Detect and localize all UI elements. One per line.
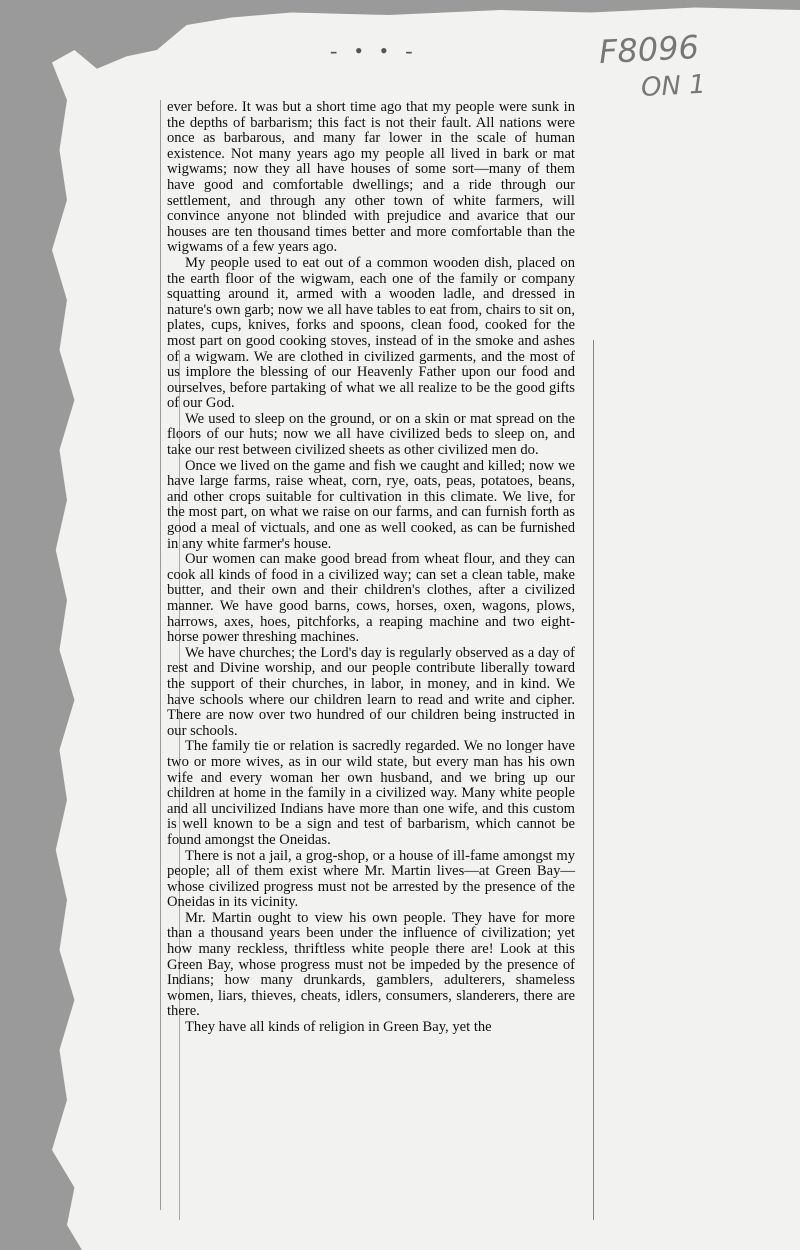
paragraph: The family tie or relation is sacredly regarded. We no longer have two or more wives, as in our wild state, but every man has his own wife and every woman her own husband, and we bring up our children at home in the family in a civilized way. Many white people and all uncivilized Indians have more than one wife, and this custom is well known to be a sign and test of barbarism, which cannot be found amongst the Oneidas. [167,738,575,848]
article-body [167,100,575,1036]
paragraph: Mr. Martin ought to view his own people. They have for more than a thousand years been under the influence of civilization; yet how many reckless, thriftless white people there are! Look at this Green Bay, whose progress must not be impeded by the presence of Indians; how many drunkards, gamblers, adulterers, shameless women, liars, thieves, cheats, idlers, consumers, slanderers, there are there. [167,909,575,1020]
paragraph: Once we lived on the game and fish we caught and killed; now we have large farms, raise wheat, corn, rye, oats, peas, potatoes, beans, and other crops suitable for cultivation in this climate. We live, for the most part, on what we raise on our farms, and can furnish forth as good a meal of victuals, and one as well cooked, as can be furnished in any white farmer's house. [167,457,575,552]
paragraph: We have churches; the Lord's day is regularly observed as a day of rest and Divine worship, and our people contribute liberally toward the support of their churches, in labor, in money, and in kind. We have schools where our children learn to read and write and cipher. There are now over two hundred of our children being instructed in our schools. [167,644,575,739]
handwritten-note: ON 1 [640,69,707,104]
paragraph: Our women can make good bread from wheat flour, and they can cook all kinds of food in a civilized way; can set a clean table, make butter, and their own and their children's clothes, after a civilized manner. We have good barns, cows, horses, oxen, wagons, plows, harrows, axes, hoes, pitchforks, a reaping machine and two eight-horse power threshing machines. [167,551,575,646]
paragraph: There is not a jail, a grog-shop, or a house of ill-fame amongst my people; all of them exist where Mr. Martin lives—at Green Bay—whose civilized progress must not be arrested by the presence of the Oneidas in its vicinity. [167,847,575,911]
paragraph: They have all kinds of religion in Green Bay, yet the [185,1019,492,1036]
column-rule-right [593,340,594,1220]
handwritten-code: F8096 [598,27,700,72]
paragraph: ever before. It was but a short time ago that my people were sunk in the depths of barbarism; this fact is not their fault. All nations were once as barbarous, and many far lower in the scale of human existence. Not many years ago my people all lived in bark or mat wigwams; now they all have houses of some sort—many of them have good and comfortable dwellings; and a ride through our settlement, and through any other town of white farmers, will convince anyone not blinded with prejudice and avarice that our houses are ten thousand times better and more comfortable than the wigwams of a few years ago. [167,99,575,256]
paragraph: My people used to eat out of a common wooden dish, placed on the earth floor of the wigwam, each one of the family or company squatting around it, armed with a wooden ladle, and dressed in nature's own garb; now we all have tables to eat from, chairs to sit on, plates, cups, knives, forks and spoons, clean food, cooked for the most part on good cooking stoves, instead of in the smoke and ashes of a wigwam. We are clothed in civilized garments, and the most of us implore the blessing of our Heavenly Father upon our food and ourselves, before partaking of what we all realize to be the good gifts of our God. [167,254,575,412]
handwritten-annotation [598,27,722,109]
header-mark: - • • - [330,38,419,63]
newspaper-clipping [160,100,586,1210]
paragraph: We used to sleep on the ground, or on a skin or mat spread on the floors of our huts; now we all have civilized beds to sleep on, and take our rest between civilized sheets as other civilized men do. [167,410,575,459]
